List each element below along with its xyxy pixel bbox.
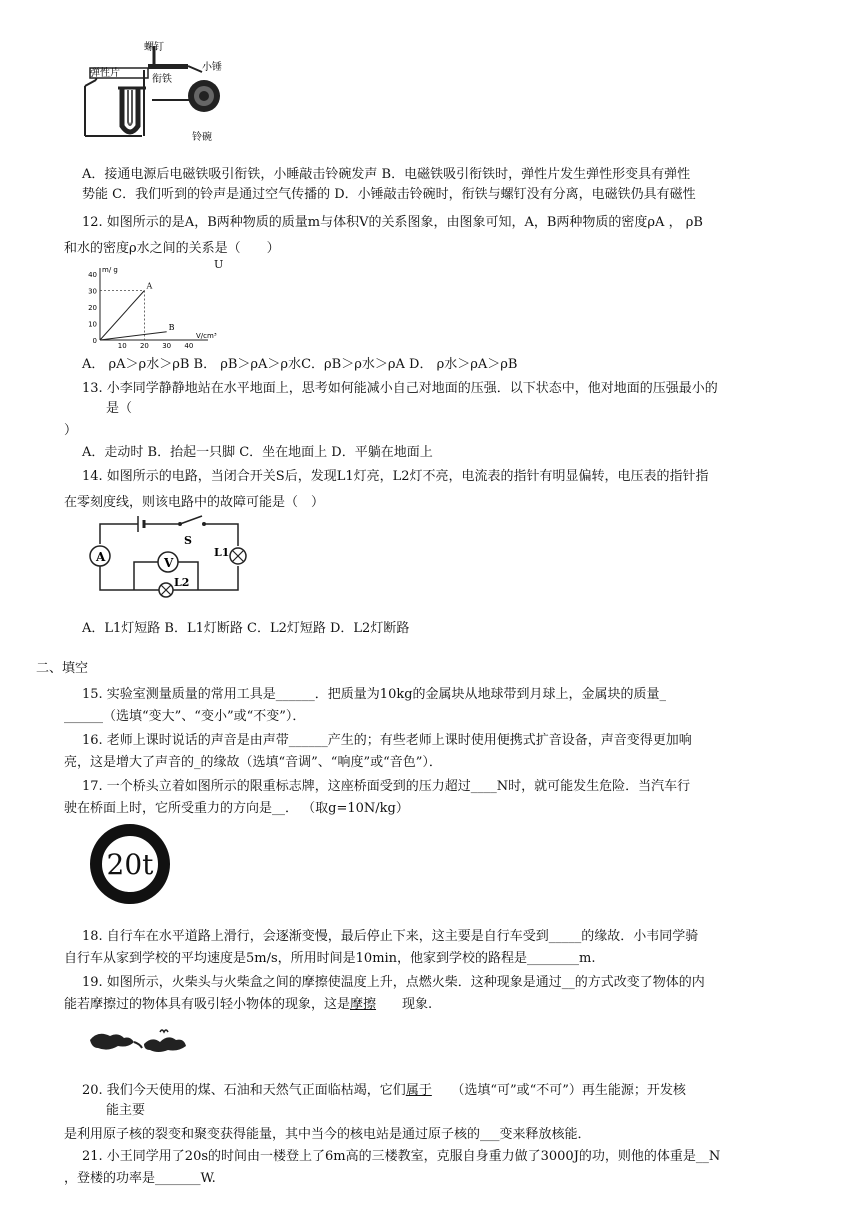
q20-stem-line1	[82, 1082, 686, 1100]
q13-options: A．走动时 B．抬起一只脚 C．坐在地面上 D．平躺在地面上	[82, 445, 433, 460]
chart-series-line-B	[100, 332, 167, 340]
q21-stem-line2: ，登楼的功率是_______W.	[64, 1171, 216, 1186]
q13-stem-line2: 是（	[106, 401, 133, 416]
weight-limit-sign	[88, 822, 172, 906]
q14-stem-line1: 14. 如图所示的电路，当闭合开关S后，发现L1灯亮，L2灯不亮，电流表的指针有明显偏转，电压表的指针指	[82, 469, 709, 484]
q17-stem-line1: 17. 一个桥头立着如图所示的限重标志牌，这座桥面受到的压力超过____N时，就可能发生危险．当汽车行	[82, 779, 691, 794]
q18-stem-line1: 18. 自行车在水平道路上滑行，会逐渐变慢，最后停止下来，这主要是自行车受到_____的缘故．小韦同学骑	[82, 929, 699, 944]
bell-label-spring: 弹性片	[90, 68, 120, 79]
chart-y-tick: 20	[88, 304, 97, 312]
q21-stem-line1: 21. 小王同学用了20s的时间由一楼登上了6m高的三楼教室，克服自身重力做了3000J的功，则他的体重是__N	[82, 1149, 721, 1164]
chart-x-tick: 30	[162, 342, 172, 350]
chart-x-tick: 10	[117, 342, 127, 350]
lamp2-label: L2	[174, 576, 190, 589]
mass-volume-chart	[82, 262, 232, 350]
q15-stem-line2: ______（选填“变大”、“变小”或“不变”）．	[64, 709, 306, 724]
chart-y-tick: 40	[88, 271, 97, 279]
section2-title: 二、填空	[36, 661, 89, 676]
q20-stem-line3: 是利用原子核的裂变和聚变获得能量，其中当今的核电站是通过原子核的___变来释放核能．	[64, 1127, 591, 1142]
q20-line1-post: （选填“可”或“不可”）再生能源；开发核	[431, 1083, 686, 1098]
q12-stem-line1: 12. 如图所示的是A，B两种物质的质量m与体积V的关系图象，由图象可知，A，B两种物质的密度ρA ， ρB	[82, 215, 703, 230]
q19-line2-post: 现象.	[376, 997, 433, 1012]
ammeter-label: A	[96, 550, 106, 564]
q16-stem-line1: 16. 老师上课时说话的声音是由声带______产生的；有些老师上课时使用便携式扩音设备，声音变得更加响	[82, 733, 692, 748]
chart-series-label-B: B	[168, 322, 175, 332]
q19-line2-underlined: 摩擦	[350, 997, 377, 1012]
voltmeter-label: V	[164, 556, 174, 570]
bell-label-hammer: 小锤	[202, 62, 222, 73]
chart-y-label: m/ g	[102, 266, 118, 274]
q20-stem-line2: 能主要	[106, 1103, 146, 1118]
q19-stem-line2	[64, 996, 432, 1014]
q18-stem-line2: 自行车从家到学校的平均速度是5m/s，所用时间是10min，他家到学校的路程是________m.	[64, 951, 596, 966]
chart-x-label: V/cm³	[196, 332, 217, 340]
chart-y-tick: 0	[92, 337, 97, 345]
q13-stem-line3: ）	[64, 423, 78, 438]
q19-line2-pre: 能若摩擦过的物体具有吸引轻小物体的现象，这是	[64, 997, 351, 1012]
chart-x-tick: 40	[184, 342, 194, 350]
match-striking-figure	[88, 1026, 188, 1058]
q12-stray-mark: U	[214, 258, 224, 271]
sign-text: 20t	[106, 848, 154, 881]
q12-options: A． ρA＞ρ水＞ρB B． ρB＞ρA＞ρ水C．ρB＞ρ水＞ρA D． ρ水＞ρA＞ρB	[82, 357, 518, 372]
q20-line1-pre: 20. 我们今天使用的煤、石油和天然气正面临枯竭，它们	[82, 1083, 406, 1098]
q15-stem-line1: 15. 实验室测量质量的常用工具是______．把质量为10kg的金属块从地球带到月球上，金属块的质量_	[82, 687, 667, 702]
q11-options-line1: A．接通电源后电磁铁吸引衔铁，小睡敲击铃碗发声 B．电磁铁吸引衔铁时，弹性片发生弹性形变具有弹性	[82, 167, 691, 182]
q14-options: A．L1灯短路 B．L1灯断路 C．L2灯短路 D．L2灯断路	[82, 621, 410, 636]
q11-options-line2: 势能 C．我们听到的铃声是通过空气传播的 D．小锤敲击铃碗时，衔铁与螺钉没有分离，电磁铁仍具有磁性	[82, 187, 696, 202]
q12-stem-line2: 和水的密度ρ水之间的关系是（ ）	[64, 241, 280, 256]
bell-label-bowl: 铃碗	[192, 132, 212, 143]
bell-label-armature: 衔铁	[152, 74, 172, 85]
chart-series-line-A	[100, 291, 144, 341]
q14-stem-line2: 在零刻度线，则该电路中的故障可能是（ ）	[64, 495, 325, 510]
chart-y-tick: 10	[88, 320, 97, 329]
chart-series-label-A: A	[146, 281, 153, 291]
switch-label: S	[184, 534, 192, 547]
q19-stem-line1: 19. 如图所示，火柴头与火柴盒之间的摩擦使温度上升，点燃火柴．这种现象是通过__的方式改变了物体的内	[82, 975, 705, 990]
electric-bell-figure	[82, 40, 232, 148]
q16-stem-line2: 亮，这是增大了声音的_的缘故（选填“音调”、“响度”或“音色”）．	[64, 755, 442, 770]
chart-x-tick: 20	[139, 342, 149, 350]
bell-label-screw: 螺钉	[144, 42, 164, 53]
circuit-diagram	[86, 512, 256, 598]
chart-y-tick: 30	[88, 287, 97, 296]
q13-stem-line1: 13. 小李同学静静地站在水平地面上，思考如何能减小自己对地面的压强．以下状态中，他对地面的压强最小的	[82, 381, 718, 396]
lamp1-label: L1	[214, 546, 230, 559]
q20-line1-underlined: 属于	[405, 1083, 432, 1098]
q17-stem-line2: 驶在桥面上时，它所受重力的方向是__． （取g=10N/kg）	[64, 801, 409, 816]
